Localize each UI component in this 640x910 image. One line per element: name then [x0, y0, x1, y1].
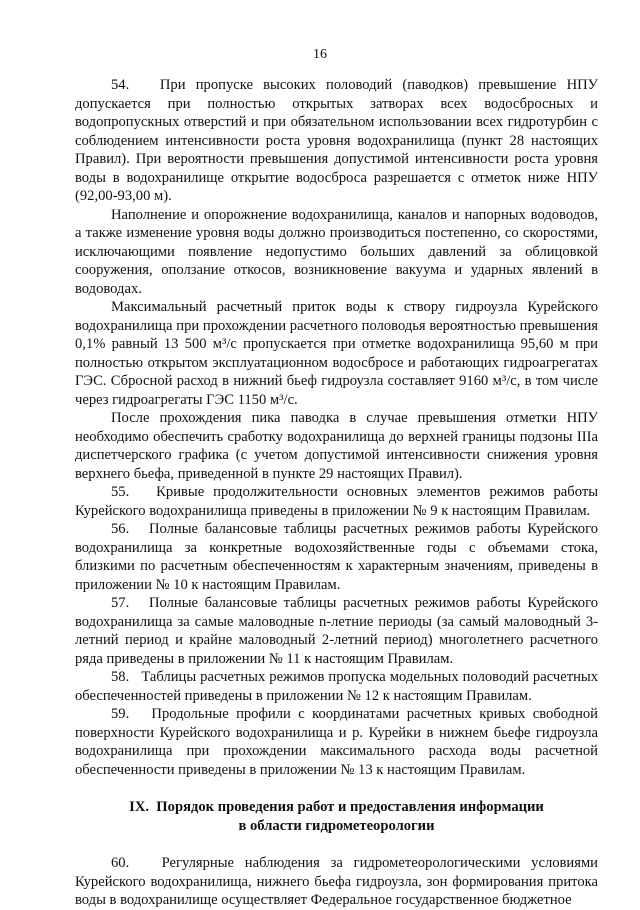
section-heading-line-2: в области гидрометеорологии	[238, 817, 435, 834]
paragraph-59: 59. Продольные профили с координатами расчетных кривых свободной поверхности Курейского водохранилища и р. Курейки в нижнем бьефе гидроузла водохранилища при прохождении максимального расхода воды расчетной обеспеченности приведены в приложении № 13 к настоящим Правилам.	[75, 706, 598, 778]
section-heading	[75, 798, 598, 835]
paragraph-filling-draining: Наполнение и опорожнение водохранилища, каналов и напорных водоводов, а также изменение уровня воды должно производиться постепенно, со скоростями, исключающими появление недопустимо больших давлений за облицовкой сооружения, оползание откосов, возникновение вакуума и ударных явлений в водоводах.	[75, 206, 598, 297]
paragraph-55: 55. Кривые продолжительности основных элементов режимов работы Курейского водохранилища приведены в приложении № 9 к настоящим Правилам.	[75, 484, 598, 519]
paragraph-58: 58. Таблицы расчетных режимов пропуска модельных половодий расчетных обеспеченностей приведены в приложении № 12 к настоящим Правилам.	[75, 669, 598, 704]
paragraph-57: 57. Полные балансовые таблицы расчетных режимов работы Курейского водохранилища за самые маловодные n-летние периоды (за самый маловодный 3-летний период и крайне маловодный 2-летний период) многолетнего расчетного ряда приведены в приложении № 11 к настоящим Правилам.	[75, 595, 598, 667]
paragraph-max-inflow: Максимальный расчетный приток воды к створу гидроузла Курейского водохранилища при прохождении расчетного половодья вероятностью превышения 0,1% равный 13 500 м³/с пропускается при отметке водохранилища 95,60 м при полностью открытом эксплуатационном водосбросе и работающих гидроагрегатах ГЭС. Сбросной расход в нижний бьеф гидроузла составляет 9160 м³/с, в том числе через гидроагрегаты ГЭС 1150 м³/с.	[75, 299, 598, 408]
section-heading-line-1: IX. Порядок проведения работ и предоставления информации	[129, 799, 544, 815]
paragraph-60: 60. Регулярные наблюдения за гидрометеорологическими условиями Курейского водохранилища, нижнего бьефа гидроузла, зон формирования притока воды в водохранилище осуществляет Федеральное государственное бюджетное	[75, 855, 598, 908]
document-body	[75, 76, 598, 910]
paragraph-54: 54. При пропуске высоких половодий (паводков) превышение НПУ допускается при полностью открытых затворах всех водосбросных и водопропускных отверстий и при обязательном использовании всех гидротурбин с соблюдением интенсивности роста уровня водохранилища (пункт 28 настоящих Правил). При вероятности превышения допустимой интенсивности роста уровня воды в водохранилище открытие водосброса разрешается с отметок ниже НПУ (92,00-93,00 м).	[75, 77, 598, 204]
paragraph-56: 56. Полные балансовые таблицы расчетных режимов работы Курейского водохранилища за конкретные водохозяйственные годы с объемами стока, близкими по расчетным обеспеченностям к характерным значениям, приведены в приложении № 10 к настоящим Правилам.	[75, 521, 598, 593]
paragraph-after-flood-peak: После прохождения пика паводка в случае превышения отметки НПУ необходимо обеспечить сработку водохранилища до верхней границы подзоны IIIa диспетчерского графика (с учетом допустимой интенсивности снижения уровня верхнего бьефа, приведенной в пункте 29 настоящих Правил).	[75, 410, 598, 482]
page-number: 16	[313, 47, 327, 62]
